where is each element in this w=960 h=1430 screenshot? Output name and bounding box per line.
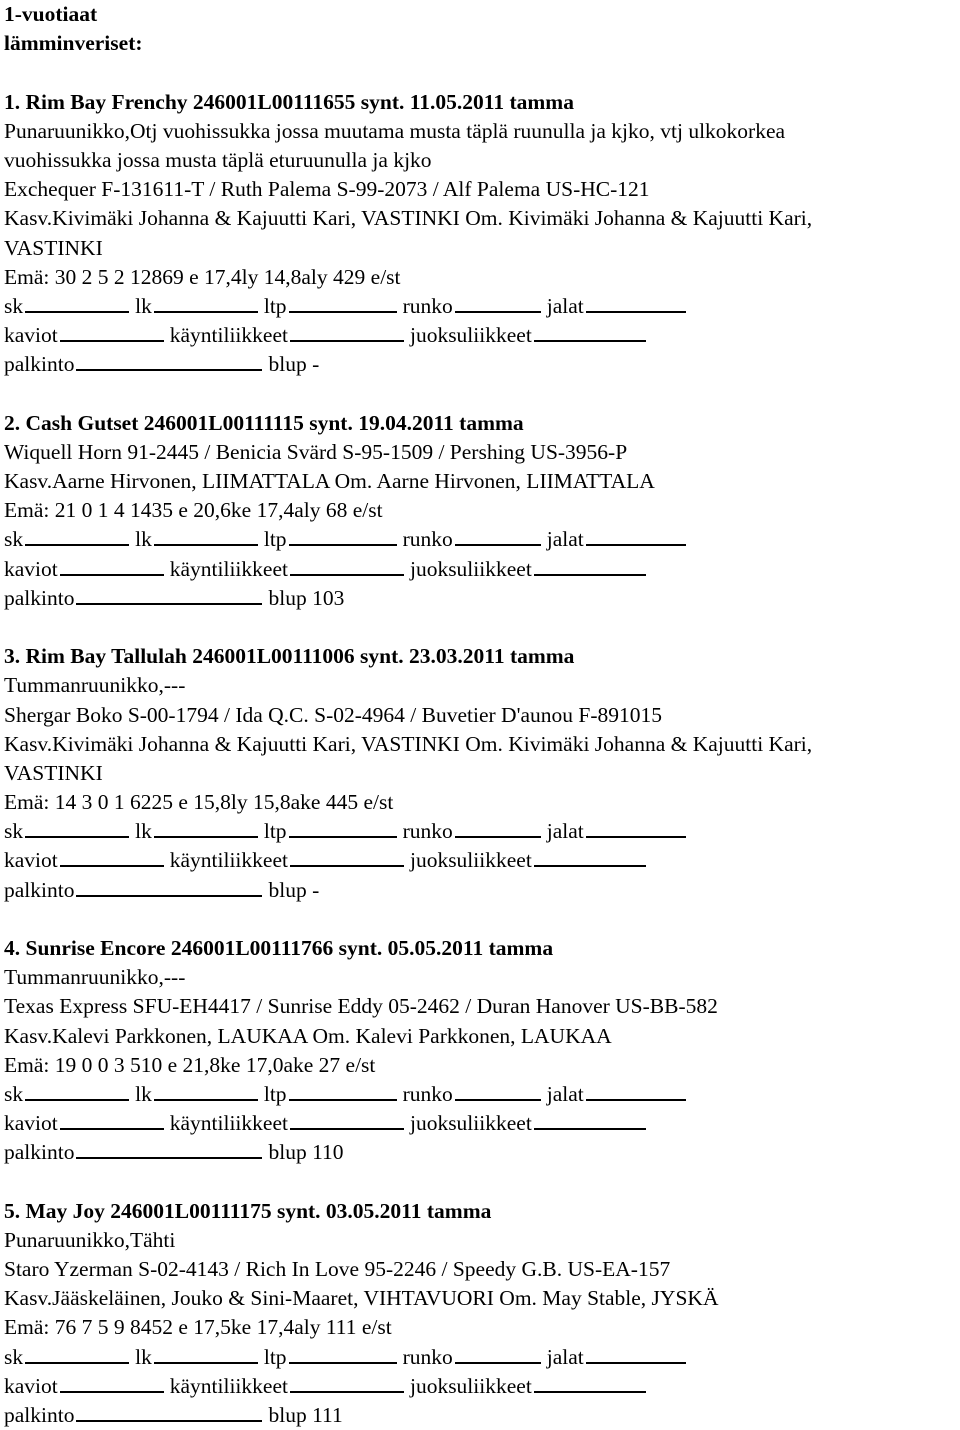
score-blank-line [154,1081,258,1101]
score-blank-line [76,877,262,897]
entry-title: 1. Rim Bay Frenchy 246001L00111655 synt. 11.05.2011 tamma [4,89,574,114]
score-label-jalat: jalat [546,527,584,552]
horse-entry [4,934,960,1197]
entry-detail-line: Punaruunikko,Otj vuohissukka jossa muutama musta täplä ruunulla ja kjko, vtj ulkokorkea [4,118,786,143]
score-row-prize [4,1138,960,1167]
score-label-ltp: ltp [263,293,287,318]
entry-detail-line: Emä: 19 0 0 3 510 e 21,8ke 17,0ake 27 e/st [4,1052,376,1077]
entry-detail-line: Tummanruunikko,--- [4,673,186,698]
score-label-runko: runko [402,527,453,552]
entry-detail-line: Staro Yzerman S-02-4143 / Rich In Love 95-2246 / Speedy G.B. US-EA-157 [4,1257,671,1282]
score-blank-line [154,293,258,313]
section-heading-line2: lämminveriset: [4,31,143,56]
score-label-jalat: jalat [546,1081,584,1106]
score-label-lk: lk [135,1344,152,1369]
spacer [4,613,960,642]
score-label-kaviot: kaviot [4,1111,58,1136]
score-label-kayntiliikkeet: käyntiliikkeet [169,1111,288,1136]
entry-detail-line: Wiquell Horn 91-2445 / Benicia Svärd S-95-1509 / Pershing US-3956-P [4,439,628,464]
score-row-movement [4,555,960,584]
score-label-lk: lk [135,293,152,318]
score-label-kaviot: kaviot [4,323,58,348]
score-label-jalat: jalat [546,293,584,318]
score-blank-line [25,293,129,313]
entry-detail-line: Punaruunikko,Tähti [4,1227,176,1252]
score-label-lk: lk [135,527,152,552]
blup-value: blup 111 [268,1403,343,1427]
score-blank-line [76,585,262,605]
score-blank-line [534,322,646,342]
score-label-runko: runko [402,293,453,318]
score-blank-line [25,1344,129,1364]
score-blank-line [586,1081,686,1101]
score-label-palkinto: palkinto [4,585,75,610]
score-blank-line [586,293,686,313]
score-blank-line [455,818,541,838]
score-label-sk: sk [4,1081,24,1106]
score-blank-line [76,351,262,371]
entry-detail-line: Tummanruunikko,--- [4,965,186,990]
blup-value: blup 110 [268,1140,344,1165]
score-label-palkinto: palkinto [4,352,75,377]
score-label-kaviot: kaviot [4,556,58,581]
score-blank-line [25,818,129,838]
score-label-jalat: jalat [546,1344,584,1369]
score-label-ltp: ltp [263,1081,287,1106]
score-blank-line [534,556,646,576]
score-blank-line [76,1402,262,1422]
score-blank-line [76,1139,262,1159]
score-row-movement [4,1109,960,1138]
score-label-runko: runko [402,819,453,844]
score-blank-line [25,526,129,546]
blup-value: blup 103 [268,585,345,610]
entry-detail-line: VASTINKI [4,760,103,785]
entry-detail-line: Shergar Boko S-00-1794 / Ida Q.C. S-02-4964 / Buvetier D'aunou F-891015 [4,702,662,727]
score-label-juoksuliikkeet: juoksuliikkeet [409,323,532,348]
score-label-sk: sk [4,819,24,844]
score-blank-line [586,526,686,546]
score-blank-line [289,1344,397,1364]
score-blank-line [154,818,258,838]
horse-entry [4,1197,960,1430]
entry-detail-line: Kasv.Kivimäki Johanna & Kajuutti Kari, VASTINKI Om. Kivimäki Johanna & Kajuutti Kari, [4,206,813,231]
score-blank-line [289,293,397,313]
score-blank-line [290,556,404,576]
score-blank-line [455,293,541,313]
score-row-movement [4,1372,960,1401]
score-label-lk: lk [135,819,152,844]
entry-detail-line: Emä: 30 2 5 2 12869 e 17,4ly 14,8aly 429 e/st [4,264,401,289]
entry-detail-line: Kasv.Jääskeläinen, Jouko & Sini-Maaret, VIHTAVUORI Om. May Stable, JYSKÄ [4,1286,719,1311]
score-blank-line [289,526,397,546]
score-label-palkinto: palkinto [4,1140,75,1165]
horse-entry [4,88,960,409]
score-row-conformation [4,525,960,554]
score-blank-line [60,1110,164,1130]
spacer [4,58,960,87]
score-blank-line [60,847,164,867]
entry-title: 2. Cash Gutset 246001L00111115 synt. 19.04.2011 tamma [4,410,524,435]
score-label-palkinto: palkinto [4,1403,75,1427]
score-blank-line [586,1344,686,1364]
spacer [4,379,960,408]
score-blank-line [455,526,541,546]
blup-value: blup - [268,877,320,902]
score-label-juoksuliikkeet: juoksuliikkeet [409,1373,532,1398]
score-label-lk: lk [135,1081,152,1106]
score-blank-line [154,1344,258,1364]
entry-detail-line: vuohissukka jossa musta täplä eturuunulla ja kjko [4,147,432,172]
entry-detail-line: Exchequer F-131611-T / Ruth Palema S-99-2073 / Alf Palema US-HC-121 [4,177,650,202]
score-row-movement [4,846,960,875]
score-blank-line [455,1081,541,1101]
score-blank-line [60,556,164,576]
score-label-sk: sk [4,1344,24,1369]
score-label-kayntiliikkeet: käyntiliikkeet [169,556,288,581]
score-blank-line [290,1373,404,1393]
score-label-juoksuliikkeet: juoksuliikkeet [409,556,532,581]
score-blank-line [586,818,686,838]
entry-detail-line: Kasv.Kalevi Parkkonen, LAUKAA Om. Kalevi Parkkonen, LAUKAA [4,1023,612,1048]
score-blank-line [290,847,404,867]
score-blank-line [534,1110,646,1130]
score-blank-line [290,1110,404,1130]
entry-detail-line: Kasv.Kivimäki Johanna & Kajuutti Kari, VASTINKI Om. Kivimäki Johanna & Kajuutti Kari, [4,731,813,756]
entry-detail-line: Kasv.Aarne Hirvonen, LIIMATTALA Om. Aarne Hirvonen, LIIMATTALA [4,469,655,493]
entry-detail-line: Emä: 21 0 1 4 1435 e 20,6ke 17,4aly 68 e/st [4,498,383,523]
horse-entry-list [4,88,960,1430]
score-blank-line [455,1344,541,1364]
score-label-kayntiliikkeet: käyntiliikkeet [169,848,288,873]
score-label-jalat: jalat [546,819,584,844]
score-blank-line [289,1081,397,1101]
horse-entry [4,409,960,643]
entry-title: 4. Sunrise Encore 246001L00111766 synt. 05.05.2011 tamma [4,936,554,960]
entry-title: 3. Rim Bay Tallulah 246001L00111006 synt. 23.03.2011 tamma [4,644,575,669]
score-label-juoksuliikkeet: juoksuliikkeet [409,848,532,873]
entry-detail-line: VASTINKI [4,235,103,260]
entry-detail-line: Texas Express SFU-EH4417 / Sunrise Eddy 05-2462 / Duran Hanover US-BB-582 [4,994,718,1019]
score-blank-line [25,1081,129,1101]
score-label-kaviot: kaviot [4,848,58,873]
score-blank-line [60,322,164,342]
score-row-conformation [4,1343,960,1372]
score-blank-line [534,847,646,867]
score-label-ltp: ltp [263,527,287,552]
entry-detail-line: Emä: 76 7 5 9 8452 e 17,5ke 17,4aly 111 e/st [4,1315,392,1340]
score-row-prize [4,876,960,905]
entry-title: 5. May Joy 246001L00111175 synt. 03.05.2011 tamma [4,1198,492,1223]
score-row-conformation [4,292,960,321]
score-row-prize [4,584,960,613]
score-blank-line [289,818,397,838]
score-label-ltp: ltp [263,819,287,844]
score-label-runko: runko [402,1344,453,1369]
score-label-runko: runko [402,1081,453,1106]
score-label-ltp: ltp [263,1344,287,1369]
score-label-palkinto: palkinto [4,877,75,902]
spacer [4,905,960,934]
score-blank-line [154,526,258,546]
score-label-kayntiliikkeet: käyntiliikkeet [169,323,288,348]
score-blank-line [290,322,404,342]
score-label-kayntiliikkeet: käyntiliikkeet [169,1373,288,1398]
score-label-sk: sk [4,527,24,552]
score-label-juoksuliikkeet: juoksuliikkeet [409,1111,532,1136]
section-heading-line1: 1-vuotiaat [4,2,98,26]
score-row-conformation [4,1080,960,1109]
score-blank-line [60,1373,164,1393]
horse-entry [4,642,960,934]
score-row-prize [4,350,960,379]
score-label-sk: sk [4,293,24,318]
score-row-movement [4,321,960,350]
spacer [4,1168,960,1197]
score-label-kaviot: kaviot [4,1373,58,1398]
score-row-conformation [4,817,960,846]
score-blank-line [534,1373,646,1393]
blup-value: blup - [268,352,320,377]
entry-detail-line: Emä: 14 3 0 1 6225 e 15,8ly 15,8ake 445 e/st [4,790,394,815]
